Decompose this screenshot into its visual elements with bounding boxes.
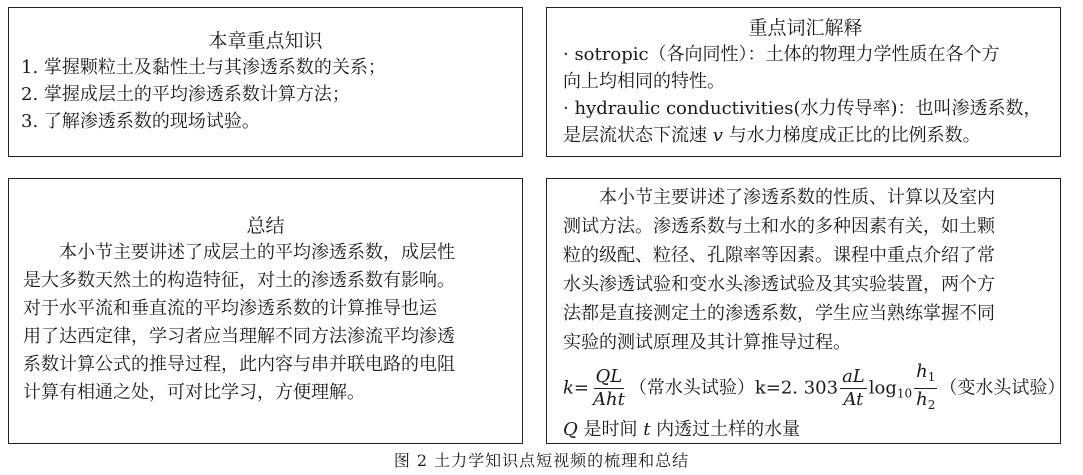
velocity-variable: v	[712, 125, 723, 146]
section-line: 法都是直接测定土的渗透系数，学生应当熟练掌握不同	[563, 303, 995, 324]
formula1-label: （常水头试验）	[628, 377, 755, 398]
vocabulary-line: · hydraulic conductivities(水力传导率)：也叫渗透系数，	[563, 98, 1042, 119]
section-line: 本小节主要讲述了渗透系数的性质、计算以及室内	[599, 187, 995, 208]
formula1-lhs: k=	[563, 377, 589, 398]
vocabulary-line: · sotropic（各向同性）：土体的物理力学性质在各个方	[563, 44, 1000, 65]
vocabulary-title: 重点词汇解释	[748, 17, 863, 39]
vocabulary-line	[563, 122, 1048, 149]
key-point-item: 3. 了解渗透系数的现场试验。	[21, 111, 260, 132]
summary-line: 系数计算公式的推导过程，此内容与串并联电路的电阻	[23, 354, 455, 375]
formula1-fraction	[591, 366, 627, 411]
section-summary-box	[546, 178, 1066, 444]
formula2-log: log	[868, 377, 897, 398]
summary-line: 是大多数天然土的构造特征，对土的渗透系数有影响。	[23, 270, 455, 291]
note-text: 是时间	[577, 419, 644, 440]
formula2-ratio-numerator	[914, 361, 937, 389]
vocabulary-box	[546, 7, 1061, 157]
formula-row	[563, 360, 1066, 415]
formula2-fraction	[840, 366, 867, 411]
vocabulary-text: 是层流状态下流速	[563, 125, 713, 146]
section-line: 水头渗透试验和变水头渗透试验及其实验装置，两个方	[563, 274, 995, 295]
figure-caption: 图 2 土力学知识点短视频的梳理和总结	[393, 451, 690, 470]
formula2-denominator: At	[843, 388, 864, 410]
formula-constant-head	[563, 366, 755, 411]
key-point-item: 1. 掌握颗粒土及黏性土与其渗透系数的关系；	[21, 57, 386, 78]
formula2-label: （变水头试验）	[939, 377, 1066, 398]
formula-falling-head	[755, 361, 1066, 416]
t-variable: t	[643, 419, 651, 440]
formula2-ratio-denominator	[914, 389, 937, 416]
summary-line: 用了达西定律，学习者应当理解不同方法渗流平均渗透	[23, 326, 455, 347]
formula1-numerator: QL	[595, 365, 623, 387]
summary-line: 本小节主要讲述了成层土的平均渗透系数，成层性	[59, 242, 455, 263]
summary-line: 对于水平流和垂直流的平均渗透系数的计算推导也运	[23, 298, 437, 319]
formula2-lhs: k=2. 303	[754, 377, 839, 398]
summary-box	[8, 178, 523, 444]
summary-line: 计算有相通之处，可对比学习，方便理解。	[23, 382, 365, 403]
key-point-item: 2. 掌握成层土的平均渗透系数计算方法；	[21, 84, 350, 105]
note-text: 内透过土样的水量	[650, 419, 801, 440]
vocabulary-text: 与水力梯度成正比的比例系数。	[722, 125, 981, 146]
formula-note	[563, 415, 1048, 444]
q-variable: Q	[563, 419, 578, 440]
section-line: 实验的测试原理及其计算推导过程。	[563, 332, 851, 353]
section-line: 粒的级配、粒径、孔隙率等因素。课程中重点介绍了常	[563, 245, 995, 266]
formula1-denominator: Aht	[593, 388, 625, 410]
key-points-box	[8, 7, 523, 157]
formula2-log-base: 10	[896, 386, 913, 400]
h2-variable: h	[916, 388, 928, 410]
section-line: 测试方法。渗透系数与土和水的多种因素有关，如土颗	[563, 216, 995, 237]
h2-subscript: 2	[927, 397, 936, 412]
formula2-numerator: aL	[842, 365, 865, 387]
vocabulary-line: 向上均相同的特性。	[563, 71, 725, 92]
formula2-ratio	[914, 361, 937, 416]
h1-variable: h	[916, 360, 928, 382]
h1-subscript: 1	[927, 369, 936, 384]
key-points-title: 本章重点知识	[208, 30, 323, 52]
summary-title: 总结	[246, 215, 285, 237]
